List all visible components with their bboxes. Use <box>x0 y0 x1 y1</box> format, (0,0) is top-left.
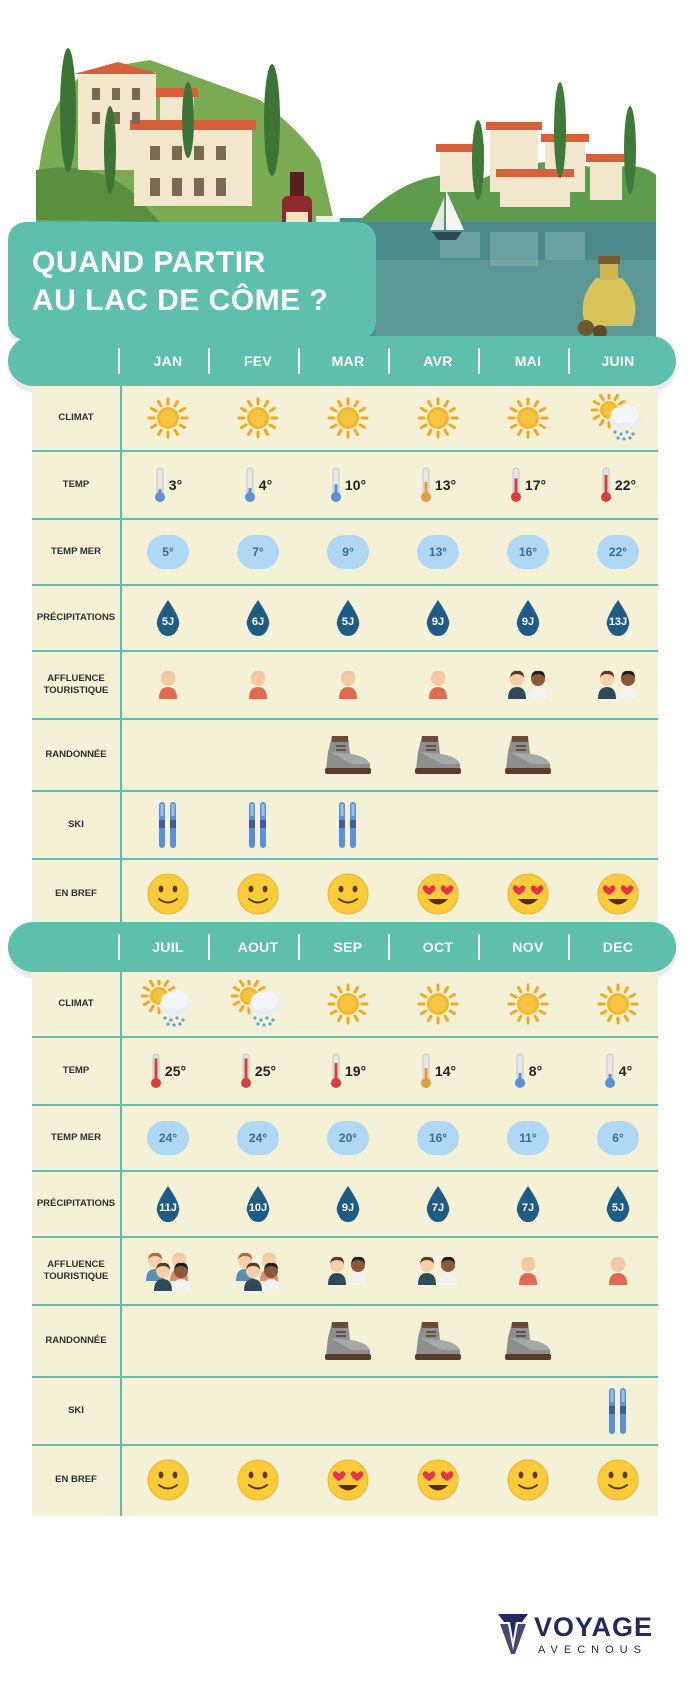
precip-days: 9J <box>521 616 535 628</box>
cell-bref <box>123 1446 213 1514</box>
row-ski <box>32 1378 658 1446</box>
thermometer-icon <box>420 1053 432 1089</box>
logo-word: VOYAGE <box>534 1612 654 1642</box>
sea-temp-badge: 16° <box>417 1121 459 1155</box>
cell-temp <box>303 1038 393 1104</box>
row-temp <box>32 1038 658 1106</box>
tourist-icon <box>506 669 550 701</box>
sun-icon <box>326 982 370 1026</box>
cell-temp <box>573 1038 663 1104</box>
cell-precip <box>483 1172 573 1236</box>
row-temp <box>32 452 658 520</box>
cell-temp <box>573 452 663 518</box>
row-label: PRÉCIPITATIONS <box>36 612 116 623</box>
hiking-boot-icon <box>412 1320 464 1362</box>
cell-randonnee <box>483 1306 573 1376</box>
cell-temp-mer <box>393 520 483 584</box>
cell-climat <box>303 972 393 1036</box>
cell-temp <box>303 452 393 518</box>
temp-value: 17° <box>524 477 547 493</box>
month-label: OCT <box>422 939 454 955</box>
cell-randonnee <box>123 1306 213 1376</box>
cell-bref <box>483 860 573 928</box>
month-label: MAI <box>514 353 542 369</box>
cell-bref <box>573 860 663 928</box>
month-header-bar <box>8 336 676 386</box>
cell-randonnee <box>303 1306 393 1376</box>
cell-precip <box>483 586 573 650</box>
thermometer-icon <box>244 467 256 503</box>
cell-affluence <box>573 1238 663 1304</box>
month-label: NOV <box>512 939 544 955</box>
sea-temp-badge: 9° <box>327 535 369 569</box>
cell-climat <box>213 972 303 1036</box>
cell-randonnee <box>483 720 573 790</box>
row-label: PRÉCIPITATIONS <box>36 1198 116 1209</box>
precip-days: 9J <box>431 616 445 628</box>
cell-temp-mer <box>213 520 303 584</box>
cell-randonnee <box>213 1306 303 1376</box>
month-label: FEV <box>243 353 273 369</box>
cell-temp <box>213 1038 303 1104</box>
raindrop-icon <box>154 599 182 637</box>
row-randonnee <box>32 1306 658 1378</box>
row-label: TEMP <box>62 1065 90 1076</box>
heart-eyes-icon <box>506 872 550 916</box>
cell-precip <box>393 1172 483 1236</box>
sea-temp-badge: 7° <box>237 535 279 569</box>
hiking-boot-icon <box>502 1320 554 1362</box>
row-label: EN BREF <box>55 1474 97 1485</box>
month-separator <box>118 348 120 374</box>
row-label: RANDONNÉE <box>45 1335 107 1346</box>
cell-temp-mer <box>483 520 573 584</box>
cell-bref <box>483 1446 573 1514</box>
cell-randonnee <box>393 1306 483 1376</box>
tourist-icon <box>596 669 640 701</box>
row-label: AFFLUENCE TOURISTIQUE <box>43 1259 109 1282</box>
raindrop-icon <box>424 599 452 637</box>
cell-bref <box>393 1446 483 1514</box>
raindrop-icon <box>514 1185 542 1223</box>
ski-icon <box>246 800 270 850</box>
cell-climat <box>123 972 213 1036</box>
thermometer-icon <box>600 467 612 503</box>
cell-precip <box>303 1172 393 1236</box>
cell-climat <box>573 972 663 1036</box>
precip-days: 10J <box>248 1202 268 1214</box>
temp-value: 8° <box>528 1063 543 1079</box>
temp-value: 19° <box>344 1063 367 1079</box>
row-climat <box>32 972 658 1038</box>
sun-cloud-rain-icon <box>141 980 195 1028</box>
cell-ski <box>573 1378 663 1444</box>
cell-climat <box>213 386 303 450</box>
cell-precip <box>303 586 393 650</box>
heart-eyes-icon <box>596 872 640 916</box>
label-column-divider <box>120 386 122 930</box>
sea-temp-badge: 5° <box>147 535 189 569</box>
cell-temp-mer <box>123 1106 213 1170</box>
tourist-icon <box>337 669 359 701</box>
month-label: SEP <box>333 939 363 955</box>
sea-temp-badge: 24° <box>237 1121 279 1155</box>
row-bref <box>32 860 658 928</box>
cell-bref <box>213 1446 303 1514</box>
cell-climat <box>303 386 393 450</box>
hiking-boot-icon <box>412 734 464 776</box>
temp-value: 4° <box>618 1063 633 1079</box>
cell-temp <box>393 452 483 518</box>
precip-days: 9J <box>341 1202 355 1214</box>
tourist-icon <box>517 1255 539 1287</box>
tourist-icon <box>234 1251 282 1291</box>
row-label: EN BREF <box>55 888 97 899</box>
cell-randonnee <box>393 720 483 790</box>
raindrop-icon <box>154 1185 182 1223</box>
page-title-line1: QUAND PARTIR <box>32 246 266 279</box>
precip-days: 13J <box>608 616 628 628</box>
raindrop-icon <box>604 1185 632 1223</box>
cell-bref <box>573 1446 663 1514</box>
row-temp-mer <box>32 520 658 586</box>
cell-ski <box>213 1378 303 1444</box>
cell-ski <box>393 1378 483 1444</box>
logo-icon <box>496 1610 530 1654</box>
sun-icon <box>596 982 640 1026</box>
cell-ski <box>393 792 483 858</box>
cell-affluence <box>213 1238 303 1304</box>
sun-icon <box>506 982 550 1026</box>
row-temp-mer <box>32 1106 658 1172</box>
page-title-line2: AU LAC DE CÔME ? <box>32 284 329 317</box>
cell-temp <box>483 452 573 518</box>
cell-temp-mer <box>303 1106 393 1170</box>
thermometer-icon <box>514 1053 526 1089</box>
row-label: SKI <box>68 1405 84 1416</box>
cell-ski <box>213 792 303 858</box>
precip-days: 5J <box>611 1202 625 1214</box>
cell-temp <box>393 1038 483 1104</box>
cell-climat <box>393 386 483 450</box>
row-label: TEMP <box>62 479 90 490</box>
row-bref <box>32 1446 658 1514</box>
cell-temp-mer <box>303 520 393 584</box>
temp-value: 22° <box>614 477 637 493</box>
title-card <box>8 222 376 340</box>
tourist-icon <box>157 669 179 701</box>
sea-temp-badge: 16° <box>507 535 549 569</box>
temp-value: 10° <box>344 477 367 493</box>
thermometer-icon <box>150 1053 162 1089</box>
cell-ski <box>123 792 213 858</box>
precip-days: 5J <box>341 616 355 628</box>
month-separator <box>118 934 120 960</box>
cell-precip <box>573 1172 663 1236</box>
row-label: CLIMAT <box>58 412 94 423</box>
smiley-icon <box>236 872 280 916</box>
sea-temp-badge: 11° <box>507 1121 549 1155</box>
cell-climat <box>123 386 213 450</box>
sun-icon <box>236 396 280 440</box>
raindrop-icon <box>334 1185 362 1223</box>
sun-icon <box>416 982 460 1026</box>
month-label: JUIL <box>152 939 184 955</box>
month-label: AVR <box>423 353 453 369</box>
cell-temp-mer <box>213 1106 303 1170</box>
hiking-boot-icon <box>322 734 374 776</box>
hiking-boot-icon <box>502 734 554 776</box>
cell-climat <box>483 972 573 1036</box>
calendar-table <box>32 386 658 930</box>
sea-temp-badge: 20° <box>327 1121 369 1155</box>
cell-climat <box>393 972 483 1036</box>
cell-affluence <box>483 1238 573 1304</box>
brand-logo <box>496 1606 676 1662</box>
temp-value: 3° <box>168 477 183 493</box>
cell-precip <box>213 586 303 650</box>
precip-days: 7J <box>431 1202 445 1214</box>
smiley-icon <box>146 872 190 916</box>
cell-temp <box>213 452 303 518</box>
tourist-icon <box>326 1255 370 1287</box>
sea-temp-badge: 13° <box>417 535 459 569</box>
smiley-icon <box>146 1458 190 1502</box>
cell-temp <box>123 452 213 518</box>
precip-days: 7J <box>521 1202 535 1214</box>
row-precip <box>32 1172 658 1238</box>
row-label: AFFLUENCE TOURISTIQUE <box>43 673 109 696</box>
row-affluence <box>32 1238 658 1306</box>
row-precip <box>32 586 658 652</box>
ski-icon <box>606 1386 630 1436</box>
label-column-divider <box>120 972 122 1516</box>
cell-temp-mer <box>573 520 663 584</box>
tourist-icon <box>607 1255 629 1287</box>
temp-value: 14° <box>434 1063 457 1079</box>
row-label: RANDONNÉE <box>45 749 107 760</box>
month-label: JAN <box>153 353 183 369</box>
month-label: MAR <box>331 353 365 369</box>
row-label: TEMP MER <box>51 1132 101 1143</box>
sea-temp-badge: 6° <box>597 1121 639 1155</box>
ski-icon <box>156 800 180 850</box>
smiley-icon <box>236 1458 280 1502</box>
cell-affluence <box>213 652 303 718</box>
cell-affluence <box>573 652 663 718</box>
cell-precip <box>123 586 213 650</box>
sun-cloud-rain-icon <box>231 980 285 1028</box>
thermometer-icon <box>330 467 342 503</box>
cell-temp-mer <box>393 1106 483 1170</box>
cell-bref <box>213 860 303 928</box>
heart-eyes-icon <box>416 1458 460 1502</box>
cell-temp-mer <box>123 520 213 584</box>
cell-ski <box>483 792 573 858</box>
heart-eyes-icon <box>326 1458 370 1502</box>
cell-bref <box>393 860 483 928</box>
month-header-bar <box>8 922 676 972</box>
cell-temp <box>123 1038 213 1104</box>
cell-temp <box>483 1038 573 1104</box>
temp-value: 25° <box>254 1063 277 1079</box>
cell-bref <box>303 860 393 928</box>
cell-affluence <box>393 652 483 718</box>
smiley-icon <box>326 872 370 916</box>
precip-days: 11J <box>159 1202 177 1214</box>
precip-days: 6J <box>251 616 265 628</box>
heart-eyes-icon <box>416 872 460 916</box>
raindrop-icon <box>514 599 542 637</box>
raindrop-icon <box>244 1185 272 1223</box>
cell-affluence <box>483 652 573 718</box>
cell-precip <box>213 1172 303 1236</box>
thermometer-icon <box>330 1053 342 1089</box>
cell-climat <box>573 386 663 450</box>
cell-ski <box>303 792 393 858</box>
temp-value: 4° <box>258 477 273 493</box>
month-label: AOUT <box>237 939 279 955</box>
tourist-icon <box>427 669 449 701</box>
cell-bref <box>303 1446 393 1514</box>
cell-precip <box>123 1172 213 1236</box>
cell-affluence <box>303 652 393 718</box>
cell-affluence <box>123 1238 213 1304</box>
cell-affluence <box>393 1238 483 1304</box>
cell-ski <box>483 1378 573 1444</box>
raindrop-icon <box>244 599 272 637</box>
cell-precip <box>393 586 483 650</box>
thermometer-icon <box>510 467 522 503</box>
precip-days: 5J <box>161 616 175 628</box>
sun-cloud-rain-icon <box>591 394 645 442</box>
cell-temp-mer <box>483 1106 573 1170</box>
raindrop-icon <box>604 599 632 637</box>
tourist-icon <box>247 669 269 701</box>
sun-icon <box>506 396 550 440</box>
sea-temp-badge: 24° <box>147 1121 189 1155</box>
tourist-icon <box>416 1255 460 1287</box>
smiley-icon <box>506 1458 550 1502</box>
cell-temp-mer <box>573 1106 663 1170</box>
raindrop-icon <box>424 1185 452 1223</box>
cell-ski <box>123 1378 213 1444</box>
thermometer-icon <box>154 467 166 503</box>
row-climat <box>32 386 658 452</box>
logo-sub: AVECNOUS <box>538 1644 647 1656</box>
sun-icon <box>326 396 370 440</box>
month-label: DEC <box>602 939 634 955</box>
month-label: JUIN <box>601 353 635 369</box>
cell-precip <box>573 586 663 650</box>
row-label: SKI <box>68 819 84 830</box>
cell-climat <box>483 386 573 450</box>
sun-icon <box>146 396 190 440</box>
cell-affluence <box>303 1238 393 1304</box>
raindrop-icon <box>334 599 362 637</box>
cell-randonnee <box>303 720 393 790</box>
thermometer-icon <box>420 467 432 503</box>
tourist-icon <box>144 1251 192 1291</box>
row-affluence <box>32 652 658 720</box>
cell-affluence <box>123 652 213 718</box>
cell-randonnee <box>573 720 663 790</box>
thermometer-icon <box>604 1053 616 1089</box>
sun-icon <box>416 396 460 440</box>
cell-randonnee <box>123 720 213 790</box>
temp-value: 13° <box>434 477 457 493</box>
thermometer-icon <box>240 1053 252 1089</box>
cell-ski <box>573 792 663 858</box>
row-ski <box>32 792 658 860</box>
ski-icon <box>336 800 360 850</box>
cell-randonnee <box>573 1306 663 1376</box>
temp-value: 25° <box>164 1063 187 1079</box>
hiking-boot-icon <box>322 1320 374 1362</box>
row-randonnee <box>32 720 658 792</box>
cell-bref <box>123 860 213 928</box>
smiley-icon <box>596 1458 640 1502</box>
calendar-table <box>32 972 658 1516</box>
row-label: CLIMAT <box>58 998 94 1009</box>
cell-randonnee <box>213 720 303 790</box>
row-label: TEMP MER <box>51 546 101 557</box>
cell-ski <box>303 1378 393 1444</box>
sea-temp-badge: 22° <box>597 535 639 569</box>
